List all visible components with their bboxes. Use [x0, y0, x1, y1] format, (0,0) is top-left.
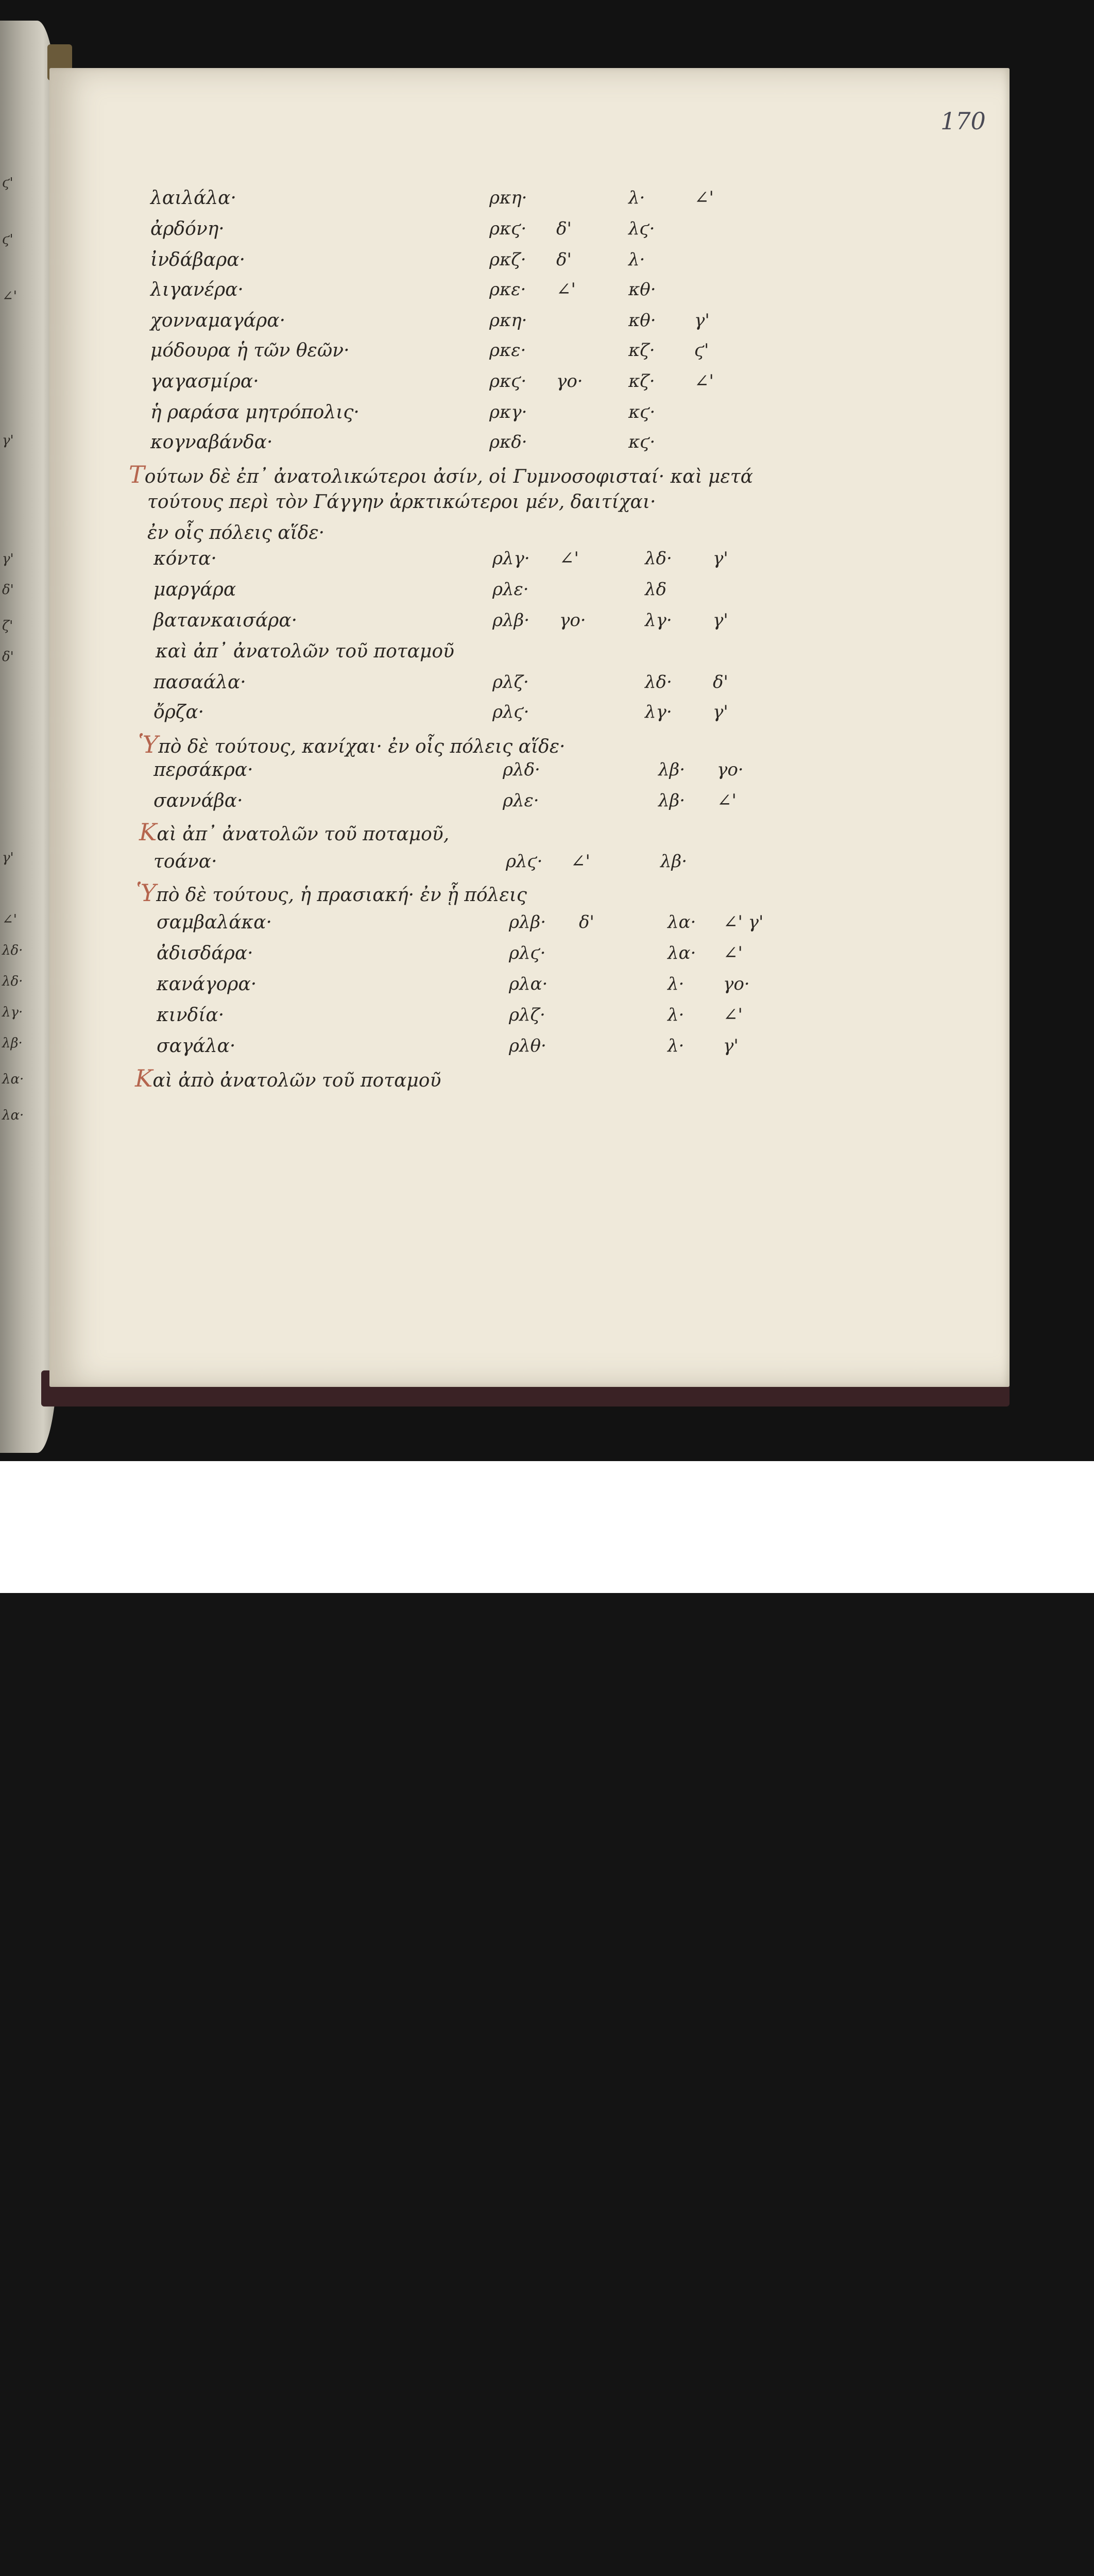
- latitude-degrees: λβ·: [658, 759, 686, 780]
- longitude-degrees: ρλγ·: [492, 548, 530, 569]
- longitude-degrees: ρκϛ·: [489, 218, 527, 239]
- latitude-degrees: κϛ·: [628, 402, 656, 422]
- latitude-degrees: λα·: [668, 912, 696, 933]
- latitude-fraction: γ': [694, 310, 710, 331]
- longitude-degrees: ρκδ·: [489, 432, 527, 452]
- facing-page-fragment: δ': [2, 582, 14, 598]
- place-name: ἀρδόνη·: [150, 218, 225, 240]
- place-name: σαννάβα·: [153, 790, 243, 811]
- latitude-degrees: λγ·: [645, 702, 672, 722]
- place-name: κογναβάνδα·: [150, 432, 273, 453]
- latitude-fraction: γ': [713, 548, 728, 569]
- rubricated-initial: Κ: [135, 1064, 153, 1092]
- place-name: ἰνδάβαρα·: [150, 249, 246, 270]
- paragraph-1-line-2: [147, 492, 656, 513]
- longitude-degrees: ρλζ·: [492, 672, 529, 692]
- facing-page-fragment: γ': [2, 850, 14, 866]
- paragraph-1-line-1-text: ούτων δὲ ἐπ᾽ ἀνατολικώτεροι ἀσίν, οἱ Γυμνοσοφισταί· καὶ μετά: [144, 466, 753, 487]
- longitude-fraction: ∠': [556, 279, 576, 300]
- facing-page-fragment: ϛ': [2, 232, 13, 247]
- folio-number: 170: [941, 107, 986, 135]
- section-heading-east-1-text: καὶ ἀπ᾽ ἀνατολῶν τοῦ ποταμοῦ: [156, 641, 454, 662]
- paragraph-1-line-3: [147, 522, 324, 544]
- place-name: γαγασμίρα·: [150, 371, 259, 392]
- latitude-fraction: γ': [713, 610, 728, 631]
- longitude-fraction: δ': [556, 249, 572, 270]
- latitude-degrees: λβ·: [658, 790, 686, 811]
- latitude-degrees: κζ·: [628, 371, 655, 392]
- longitude-fraction: ∠': [571, 851, 590, 872]
- section-heading-east-1: [156, 641, 454, 662]
- latitude-degrees: λδ: [645, 579, 667, 600]
- facing-page-fragment: ∠': [2, 289, 17, 304]
- latitude-fraction: ∠': [723, 1005, 743, 1025]
- facing-page-fragment: λδ·: [2, 974, 23, 989]
- longitude-degrees: ρκγ·: [489, 402, 527, 422]
- facing-page-fragment: λγ·: [2, 1005, 23, 1020]
- latitude-degrees: λϛ·: [628, 218, 655, 239]
- place-name: μόδουρα ἡ τῶν θεῶν·: [150, 340, 350, 361]
- facing-page-fragment: λα·: [2, 1072, 24, 1087]
- facing-page-fragment: ϛ': [2, 175, 13, 191]
- longitude-degrees: ρλθ·: [509, 1036, 546, 1056]
- longitude-fraction: γο·: [559, 610, 586, 631]
- latitude-degrees: λα·: [668, 943, 696, 963]
- latitude-degrees: λ·: [628, 249, 645, 270]
- closing-heading-text: αὶ ἀπὸ ἀνατολῶν τοῦ ποταμοῦ: [152, 1070, 441, 1091]
- latitude-degrees: λ·: [628, 188, 645, 208]
- longitude-fraction: δ': [556, 218, 572, 239]
- section-heading-east-2: [139, 818, 449, 846]
- latitude-fraction: γο·: [717, 759, 744, 780]
- longitude-degrees: ρκη·: [489, 188, 527, 208]
- paragraph-1-line-2-text: τούτους περὶ τὸν Γάγγην ἀρκτικώτεροι μέν, δαιτίχαι·: [147, 492, 656, 513]
- latitude-fraction: ϛ': [694, 340, 709, 361]
- latitude-degrees: κθ·: [628, 279, 656, 300]
- section-heading-east-2-text: αὶ ἀπ᾽ ἀνατολῶν τοῦ ποταμοῦ,: [157, 824, 450, 845]
- facing-page-fragment: γ': [2, 433, 14, 448]
- latitude-degrees: λ·: [668, 974, 685, 994]
- latitude-fraction: γο·: [723, 974, 750, 994]
- latitude-fraction: γ': [713, 702, 728, 722]
- facing-page-fragment: λβ·: [2, 1036, 23, 1051]
- latitude-degrees: κθ·: [628, 310, 656, 331]
- latitude-fraction: ∠': [694, 371, 714, 392]
- longitude-fraction: ∠': [559, 548, 579, 569]
- paragraph-1-line-1: [129, 461, 753, 488]
- latitude-fraction: ∠' γ': [723, 912, 764, 933]
- place-name: σαγάλα·: [157, 1036, 236, 1057]
- facing-page-fragment: ζ': [2, 618, 13, 634]
- facing-page-fragment: γ': [2, 551, 14, 567]
- place-name: ὄρζα·: [153, 702, 204, 723]
- longitude-degrees: ρλβ·: [492, 610, 530, 631]
- closing-heading: [135, 1064, 441, 1092]
- latitude-degrees: κϛ·: [628, 432, 656, 452]
- paragraph-2-text: πὸ δὲ τούτους, κανίχαι· ἐν οἷς πόλεις αἵδε·: [158, 736, 566, 757]
- facing-page-fragment: δ': [2, 649, 14, 665]
- latitude-degrees: λβ·: [660, 851, 688, 872]
- footer: [0, 1461, 1094, 1593]
- longitude-degrees: ρκε·: [489, 340, 526, 361]
- latitude-degrees: λ·: [668, 1036, 685, 1056]
- place-name: λιγανέρα·: [150, 279, 244, 300]
- place-name: κόντα·: [153, 548, 217, 569]
- longitude-degrees: ρλϛ·: [509, 943, 546, 963]
- longitude-degrees: ρλε·: [492, 579, 529, 600]
- place-name: ἀδισδάρα·: [157, 943, 253, 964]
- place-name: λαιλάλα·: [150, 188, 236, 209]
- longitude-degrees: ρλζ·: [509, 1005, 545, 1025]
- latitude-degrees: λγ·: [645, 610, 672, 631]
- longitude-degrees: ρκη·: [489, 310, 527, 331]
- paragraph-2: [138, 731, 566, 758]
- place-name: κινδία·: [157, 1005, 225, 1026]
- rubricated-initial: Ὑ: [138, 731, 159, 758]
- place-name: ἡ ραράσα μητρόπολις·: [150, 402, 360, 423]
- latitude-degrees: κζ·: [628, 340, 655, 361]
- longitude-degrees: ρλδ·: [503, 759, 540, 780]
- facing-page-fragment: λα·: [2, 1108, 24, 1123]
- rubricated-initial: Ὑ: [136, 879, 157, 907]
- longitude-degrees: ρλε·: [503, 790, 539, 811]
- place-name: χονναμαγάρα·: [150, 310, 286, 331]
- place-name: τοάνα·: [153, 851, 217, 872]
- place-name: μαργάρα: [153, 579, 236, 600]
- longitude-fraction: γο·: [556, 371, 583, 392]
- place-name: πασαάλα·: [153, 672, 246, 693]
- longitude-degrees: ρκε·: [489, 279, 526, 300]
- latitude-degrees: λδ·: [645, 548, 672, 569]
- latitude-fraction: γ': [723, 1036, 739, 1056]
- latitude-fraction: ∠': [694, 188, 714, 208]
- longitude-degrees: ρλϛ·: [492, 702, 529, 722]
- longitude-degrees: ρκϛ·: [489, 371, 527, 392]
- place-name: περσάκρα·: [153, 759, 253, 781]
- latitude-fraction: ∠': [723, 943, 743, 963]
- paragraph-3: [136, 879, 527, 907]
- paragraph-3-text: πὸ δὲ τούτους, ἡ πρασιακή· ἐν ᾗ πόλεις: [156, 885, 527, 906]
- place-name: σαμβαλάκα·: [157, 912, 272, 933]
- rubricated-initial: Τ: [129, 461, 145, 488]
- latitude-degrees: λδ·: [645, 672, 672, 692]
- latitude-fraction: δ': [713, 672, 728, 692]
- longitude-degrees: ρλϛ·: [506, 851, 543, 872]
- latitude-fraction: ∠': [717, 790, 737, 811]
- rubricated-initial: Κ: [139, 818, 157, 846]
- place-name: κανάγορα·: [157, 974, 257, 995]
- latitude-degrees: λ·: [668, 1005, 685, 1025]
- longitude-degrees: ρλα·: [509, 974, 548, 994]
- facing-page-fragment: ∠': [2, 912, 17, 927]
- place-name: βατανκαισάρα·: [153, 610, 298, 631]
- facing-page-fragment: λδ·: [2, 943, 23, 958]
- paragraph-1-line-3-text: ἐν οἷς πόλεις αἵδε·: [147, 522, 325, 544]
- longitude-degrees: ρλβ·: [509, 912, 546, 933]
- longitude-degrees: ρκζ·: [489, 249, 526, 270]
- longitude-fraction: δ': [579, 912, 594, 933]
